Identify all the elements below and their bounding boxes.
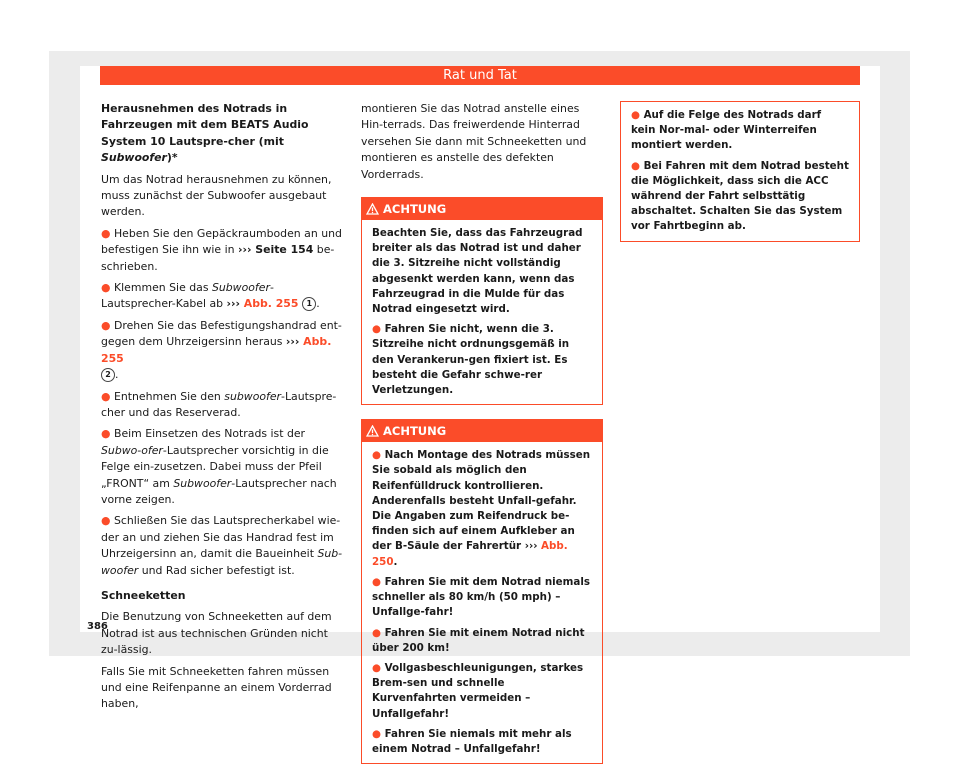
- list-item: ● Heben Sie den Gepäckraumboden an und befestigen Sie ihn wie in ››› Seite 154 be-schrieben.: [101, 226, 342, 273]
- bullet-icon: ●: [101, 318, 111, 332]
- list-item: ● Klemmen Sie das Subwoofer-Lautsprecher-Kabel ab ››› Abb. 255 1 .: [101, 281, 320, 311]
- bullet-icon: ●: [101, 281, 111, 295]
- warning-item: ● Fahren Sie mit einem Notrad nicht über 200 km!: [372, 626, 585, 654]
- bullet-icon: ●: [631, 159, 640, 172]
- bullet-icon: ●: [372, 575, 381, 588]
- warning-item: ● Fahren Sie niemals mit mehr als einem Notrad – Unfallgefahr!: [372, 727, 572, 755]
- warning-box: [361, 419, 603, 764]
- column-right: [620, 101, 860, 242]
- callout-number: 1: [302, 297, 316, 311]
- bullet-icon: ●: [372, 449, 381, 462]
- paragraph: Die Benutzung von Schneeketten auf dem Notrad ist aus technischen Gründen nicht zu-lässig.: [101, 610, 332, 657]
- warning-header: ACHTUNG: [362, 420, 602, 442]
- bullet-icon: ●: [372, 727, 381, 740]
- warning-continuation-box: [620, 101, 860, 242]
- warning-item: ● Bei Fahren mit dem Notrad besteht die Möglichkeit, dass sich die ACC während der Fahrt selbsttätig abschaltet. Schalten Sie das System vor Fahrtbeginn ab.: [631, 159, 849, 233]
- figure-link[interactable]: Abb. 255: [101, 335, 332, 365]
- bullet-icon: ●: [372, 661, 381, 674]
- section-heading: Herausnehmen des Notrads in Fahrzeugen mit dem BEATS Audio System 10 Lautspre-cher (mit Subwoofer)*: [101, 102, 309, 165]
- warning-item: ● Vollgasbeschleunigungen, starkes Brem-sen und schnelle Kurvenfahrten vermeiden – Unfallgefahr!: [372, 661, 584, 720]
- bullet-icon: ●: [372, 323, 381, 336]
- bullet-icon: ●: [631, 109, 640, 121]
- list-item: ● Drehen Sie das Befestigungshandrad ent-gegen dem Uhrzeigersinn heraus ››› Abb. 255 2 .: [101, 318, 342, 382]
- warning-header: ACHTUNG: [362, 198, 602, 220]
- warning-icon: [366, 425, 379, 437]
- callout-number: 2: [101, 368, 115, 382]
- bullet-icon: ●: [101, 389, 111, 403]
- warning-item: ● Nach Montage des Notrads müssen Sie sobald als möglich den Reifenfülldruck kontrollieren. Anderenfalls besteht Unfall-gefahr. Die Angaben zum Reifendruck be-finden sich auf einem Aufkleber an der B-Säule der Fahrertür ››› Abb. 250.: [372, 449, 591, 568]
- list-item: ● Schließen Sie das Lautsprecherkabel wie-der an und ziehen Sie das Handrad fest im Uhrzeigersinn an, damit die Baueinheit Sub-woofer und Rad sicher befestigt ist.: [101, 514, 343, 577]
- bullet-icon: ●: [101, 226, 111, 240]
- bullet-icon: ●: [101, 514, 111, 528]
- warning-box: [361, 197, 603, 405]
- paragraph: Falls Sie mit Schneeketten fahren müssen und eine Reifenpanne an einem Vorderrad haben,: [101, 664, 332, 711]
- bullet-icon: ●: [372, 626, 381, 639]
- bullet-icon: ●: [101, 427, 111, 441]
- column-left: [101, 101, 343, 718]
- warning-item: ● Auf die Felge des Notrads darf kein Nor-mal- oder Winterreifen montiert werden.: [631, 109, 822, 152]
- paragraph: montieren Sie das Notrad anstelle eines Hin-terrads. Das freiwerdende Hinterrad versehen Sie dann mit Schneeketten und montieren es anstelle des defekten Vorderrads.: [361, 102, 587, 181]
- page-number: 386: [87, 621, 108, 632]
- warning-item: ● Fahren Sie mit dem Notrad niemals schneller als 80 km/h (50 mph) – Unfallge-fahr!: [372, 575, 590, 619]
- intro-paragraph: Um das Notrad herausnehmen zu können, muss zunächst der Subwoofer ausgebaut werden.: [101, 172, 332, 219]
- page-link[interactable]: ››› Seite 154: [237, 243, 314, 257]
- figure-link[interactable]: Abb. 250: [372, 540, 568, 568]
- figure-link[interactable]: Abb. 255: [239, 297, 303, 311]
- warning-item: ● Fahren Sie nicht, wenn die 3. Sitzreihe nicht ordnungsgemäß in den Verankerun-gen fixiert ist. Es besteht die Gefahr schwe-rer Verletzungen.: [372, 323, 570, 397]
- list-item: ● Entnehmen Sie den subwoofer-Lautspre-cher und das Reserverad.: [101, 389, 337, 419]
- warning-text: Beachten Sie, dass das Fahrzeugrad breiter als das Notrad ist und daher die 3. Sitzreihe nicht vollständig abgesenkt werden kann, wenn das Fahrzeugrad in die Mulde für das Notrad eingesetzt wird.: [372, 227, 583, 316]
- list-item: ● Beim Einsetzen des Notrads ist der Subwo-ofer-Lautsprecher vorsichtig in die Felge ein-zusetzen. Dabei muss der Pfeil „FRONT“ am Subwoofer-Lautsprecher nach vorne zeigen.: [101, 427, 337, 506]
- warning-icon: [366, 203, 379, 215]
- column-middle: [361, 101, 603, 764]
- section-header: Rat und Tat: [100, 66, 860, 85]
- subsection-heading: Schneeketten: [101, 588, 186, 602]
